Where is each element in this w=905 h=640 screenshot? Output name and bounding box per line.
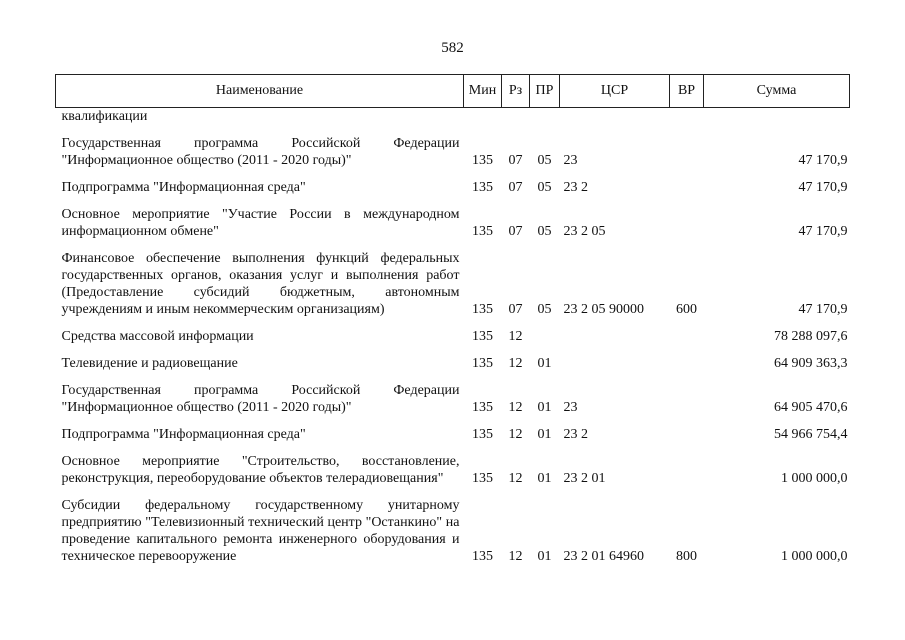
header-name: Наименование bbox=[56, 75, 464, 108]
spacer-cell bbox=[56, 196, 850, 206]
cell-rz: 07 bbox=[508, 153, 523, 168]
cell-rz: 12 bbox=[508, 400, 523, 415]
cell-min: 135 bbox=[472, 356, 493, 371]
spacer-cell bbox=[56, 345, 850, 355]
spacer-cell bbox=[56, 240, 850, 250]
cell-min: 135 bbox=[472, 329, 493, 344]
cell-pr: 05 bbox=[537, 224, 552, 239]
cell-sum: 47 170,9 bbox=[798, 153, 848, 168]
cell-name: Основное мероприятие "Строительство, восстановление, реконструкция, переоборудование объектов телерадиовещания" bbox=[61, 454, 460, 486]
cell-sum: 47 170,9 bbox=[798, 224, 848, 239]
cell-rz: 07 bbox=[508, 224, 523, 239]
table-row bbox=[56, 453, 850, 487]
cell-csr: 23 2 01 bbox=[563, 471, 606, 486]
cell-min: 135 bbox=[472, 400, 493, 415]
header-row bbox=[56, 75, 850, 108]
cell-csr bbox=[560, 355, 670, 372]
cell-vr bbox=[670, 355, 704, 372]
budget-table-container bbox=[55, 74, 849, 565]
cell-min: 135 bbox=[472, 153, 493, 168]
cell-sum: 64 909 363,3 bbox=[774, 356, 848, 371]
cell-name: Основное мероприятие "Участие России в международном информационном обмене" bbox=[61, 207, 460, 239]
cell-name: Государственная программа Российской Федерации "Информационное общество (2011 - 2020 годы)" bbox=[61, 136, 460, 168]
cell-vr bbox=[670, 206, 704, 240]
cell-pr: 05 bbox=[537, 180, 552, 195]
spacer-cell bbox=[56, 318, 850, 328]
table-row bbox=[56, 382, 850, 416]
spacer-cell bbox=[56, 169, 850, 179]
cell-vr bbox=[670, 382, 704, 416]
table-row bbox=[56, 355, 850, 372]
cell-min: 135 bbox=[472, 224, 493, 239]
cell-pr: 05 bbox=[537, 302, 552, 317]
row-spacer bbox=[56, 345, 850, 355]
table-header bbox=[56, 75, 850, 108]
cell-rz: 12 bbox=[508, 427, 523, 442]
table-row bbox=[56, 206, 850, 240]
header-pr: ПР bbox=[530, 75, 560, 108]
cell-rz: 12 bbox=[508, 356, 523, 371]
row-spacer bbox=[56, 169, 850, 179]
header-rz: Рз bbox=[502, 75, 530, 108]
cell-min: 135 bbox=[472, 427, 493, 442]
cell-pr: 01 bbox=[537, 471, 552, 486]
row-spacer bbox=[56, 443, 850, 453]
cell-name: Субсидии федеральному государственному унитарному предприятию "Телевизионный технический центр "Останкино" на проведение капитального ремонта инженерного оборудования и техническое перевооружение bbox=[61, 498, 460, 564]
cell-vr: 800 bbox=[676, 549, 697, 564]
cell-name: Телевидение и радиовещание bbox=[61, 356, 238, 371]
cell-csr: 23 bbox=[563, 153, 578, 168]
cell-min: 135 bbox=[472, 549, 493, 564]
cell-vr bbox=[670, 179, 704, 196]
spacer-cell bbox=[56, 416, 850, 426]
cell-name: квалификации bbox=[61, 109, 148, 124]
cell-rz: 07 bbox=[508, 180, 523, 195]
cell-min: 135 bbox=[472, 302, 493, 317]
cell-pr bbox=[530, 328, 560, 345]
spacer-cell bbox=[56, 443, 850, 453]
table-row bbox=[56, 179, 850, 196]
cell-vr: 600 bbox=[676, 302, 697, 317]
row-spacer bbox=[56, 196, 850, 206]
cell-min bbox=[464, 108, 502, 126]
cell-csr: 23 bbox=[563, 400, 578, 415]
table-row bbox=[56, 497, 850, 565]
page-number: 582 bbox=[441, 40, 464, 56]
spacer-cell bbox=[56, 372, 850, 382]
cell-vr bbox=[670, 328, 704, 345]
header-csr: ЦСР bbox=[560, 75, 670, 108]
cell-sum: 78 288 097,6 bbox=[774, 329, 848, 344]
cell-rz: 07 bbox=[508, 302, 523, 317]
cell-pr: 01 bbox=[537, 400, 552, 415]
cell-name: Подпрограмма "Информационная среда" bbox=[61, 180, 306, 195]
cell-csr: 23 2 05 90000 bbox=[563, 302, 644, 317]
cell-vr bbox=[670, 426, 704, 443]
cell-csr: 23 2 01 64960 bbox=[563, 549, 644, 564]
cell-csr: 23 2 bbox=[563, 427, 588, 442]
row-spacer bbox=[56, 372, 850, 382]
cell-csr bbox=[560, 328, 670, 345]
row-spacer bbox=[56, 125, 850, 135]
cell-name: Государственная программа Российской Федерации "Информационное общество (2011 - 2020 годы)" bbox=[61, 383, 460, 415]
cell-rz: 12 bbox=[508, 549, 523, 564]
cell-pr: 01 bbox=[537, 427, 552, 442]
row-spacer bbox=[56, 240, 850, 250]
cell-sum: 47 170,9 bbox=[798, 302, 848, 317]
cell-pr: 01 bbox=[537, 549, 552, 564]
table-row bbox=[56, 135, 850, 169]
cell-pr bbox=[530, 108, 560, 126]
spacer-cell bbox=[56, 487, 850, 497]
row-spacer bbox=[56, 318, 850, 328]
cell-pr: 01 bbox=[537, 356, 552, 371]
budget-table bbox=[55, 74, 850, 565]
cell-sum: 1 000 000,0 bbox=[781, 549, 848, 564]
table-row bbox=[56, 250, 850, 318]
table-row bbox=[56, 108, 850, 126]
header-vr: ВР bbox=[670, 75, 704, 108]
cell-sum: 64 905 470,6 bbox=[774, 400, 848, 415]
row-spacer bbox=[56, 416, 850, 426]
cell-name: Финансовое обеспечение выполнения функций федеральных государственных органов, оказания услуг и выполнения работ (Предоставление субсидий бюджетным, автономным учреждениям и иным некоммерческим организациям) bbox=[61, 251, 460, 317]
cell-pr: 05 bbox=[537, 153, 552, 168]
cell-sum: 54 966 754,4 bbox=[774, 427, 848, 442]
cell-rz bbox=[502, 108, 530, 126]
cell-csr: 23 2 05 bbox=[563, 224, 606, 239]
cell-csr bbox=[560, 108, 670, 126]
cell-min: 135 bbox=[472, 180, 493, 195]
cell-rz: 12 bbox=[508, 471, 523, 486]
row-spacer bbox=[56, 487, 850, 497]
cell-sum: 47 170,9 bbox=[798, 180, 848, 195]
cell-sum: 1 000 000,0 bbox=[781, 471, 848, 486]
table-body bbox=[56, 108, 850, 566]
cell-sum bbox=[704, 108, 850, 126]
table-row bbox=[56, 328, 850, 345]
table-row bbox=[56, 426, 850, 443]
cell-vr bbox=[670, 453, 704, 487]
cell-rz: 12 bbox=[508, 329, 523, 344]
spacer-cell bbox=[56, 125, 850, 135]
cell-vr bbox=[670, 108, 704, 126]
cell-csr: 23 2 bbox=[563, 180, 588, 195]
header-sum: Сумма bbox=[704, 75, 850, 108]
header-min: Мин bbox=[464, 75, 502, 108]
cell-name: Подпрограмма "Информационная среда" bbox=[61, 427, 306, 442]
cell-min: 135 bbox=[472, 471, 493, 486]
cell-name: Средства массовой информации bbox=[61, 329, 254, 344]
cell-vr bbox=[670, 135, 704, 169]
